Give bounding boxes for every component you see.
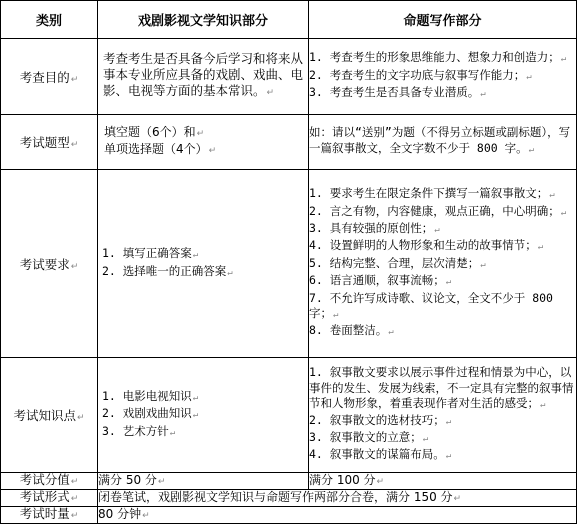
paragraph-mark-icon: ↵: [445, 417, 452, 427]
format-value: 闭卷笔试，戏剧影视文学知识与命题写作两部分合卷，满分 150 分↵: [98, 490, 577, 507]
paragraph-mark-icon: ↵: [142, 511, 150, 521]
requirements-writing-item: 6. 语言通顺，叙事流畅；↵: [309, 273, 452, 288]
types-knowledge: [98, 115, 309, 170]
paragraph-mark-icon: ↵: [227, 267, 233, 278]
paragraph-mark-icon: ↵: [388, 327, 394, 338]
row-requirements: [1, 170, 577, 358]
paragraph-mark-icon: ↵: [560, 54, 567, 65]
paragraph-mark-icon: ↵: [445, 277, 452, 288]
purpose-writing: [309, 39, 577, 115]
paragraph-mark-icon: ↵: [528, 145, 535, 155]
row-purpose: [1, 39, 577, 115]
paragraph-mark-icon: ↵: [376, 477, 385, 487]
score-knowledge: 满分 50 分↵: [98, 473, 309, 490]
paragraph-mark-icon: ↵: [537, 242, 544, 253]
paragraph-mark-icon: ↵: [76, 413, 85, 423]
types-knowledge-line: 单项选择题（4个）↵: [104, 142, 217, 156]
knowledge-points-item: 1. 电影电视知识↵: [102, 388, 199, 403]
paragraph-mark-icon: ↵: [549, 190, 555, 201]
row-format: [1, 490, 577, 507]
paragraph-mark-icon: ↵: [70, 511, 79, 521]
knowledge-points-item: 3. 艺术方针↵: [102, 423, 176, 438]
label-purpose: 考查目的↵: [1, 39, 98, 115]
knowledge-points-writing-item: 3. 叙事散文的立意；↵: [309, 430, 429, 445]
paragraph-mark-icon: ↵: [480, 89, 486, 100]
knowledge-points-writing-item: 2. 叙事散文的选材技巧；↵: [309, 413, 452, 427]
row-knowledge-points: [1, 358, 577, 473]
types-writing: 如：请以“送别”为题（不得另立标题或副标题），写一篇叙事散文，全文字数不少于 800 字。↵: [309, 115, 577, 170]
header-row: [1, 1, 577, 39]
row-types: [1, 115, 577, 170]
paragraph-mark-icon: ↵: [526, 71, 532, 82]
knowledge-points-writing-item: 1. 叙事散文要求以展示事件过程和情景为中心，以事件的发生、发展为线索，不一定具有完整的叙事情节和人物形象，着重表现作者对生活的感受；↵: [309, 365, 574, 410]
paragraph-mark-icon: ↵: [560, 207, 567, 218]
paragraph-mark-icon: ↵: [208, 146, 217, 156]
purpose-writing-item: 1. 考查考生的形象思维能力、想象力和创造力；↵: [309, 50, 567, 65]
label-score: 考试分值↵: [1, 473, 98, 490]
requirements-knowledge: [98, 170, 309, 358]
paragraph-mark-icon: ↵: [70, 74, 79, 85]
paragraph-mark-icon: ↵: [453, 494, 462, 504]
requirements-knowledge-item: 1. 填写正确答案↵: [102, 245, 199, 260]
paragraph-mark-icon: ↵: [192, 392, 199, 403]
score-writing: 满分 100 分↵: [309, 473, 577, 490]
label-types: 考试题型↵: [1, 115, 98, 170]
label-format: 考试形式↵: [1, 490, 98, 507]
purpose-knowledge: 考查考生是否具备今后学习和将来从事本专业所应具备的戏剧、戏曲、电影、电视等方面的基本常识。↵: [98, 39, 309, 115]
paragraph-mark-icon: ↵: [70, 261, 79, 272]
header-knowledge: 戏剧影视文学知识部分: [98, 1, 309, 39]
label-duration: 考试时量↵: [1, 507, 98, 524]
types-knowledge-line: 填空题（6个）和↵: [104, 124, 205, 139]
paragraph-mark-icon: ↵: [192, 410, 199, 421]
paragraph-mark-icon: ↵: [196, 128, 205, 139]
knowledge-points-writing: [309, 358, 577, 473]
requirements-writing-item: 5. 结构完整、合理，层次清楚；↵: [309, 255, 486, 270]
paragraph-mark-icon: ↵: [480, 259, 486, 270]
requirements-writing-item: 4. 设置鲜明的人物形象和生动的故事情节；↵: [309, 238, 544, 253]
paragraph-mark-icon: ↵: [422, 434, 429, 445]
purpose-writing-item: 2. 考查考生的文字功底与叙事写作能力；↵: [309, 67, 532, 82]
paragraph-mark-icon: ↵: [70, 140, 79, 150]
paragraph-mark-icon: ↵: [70, 494, 79, 504]
duration-value: 80 分钟↵: [98, 507, 577, 524]
requirements-writing: [309, 170, 577, 358]
header-writing: 命题写作部分: [309, 1, 577, 39]
requirements-knowledge-item: 2. 选择唯一的正确答案↵: [102, 263, 233, 278]
requirements-writing-item: 1. 要求考生在限定条件下撰写一篇叙事散文；↵: [309, 186, 555, 201]
row-score: [1, 473, 577, 490]
paragraph-mark-icon: ↵: [70, 477, 79, 487]
paragraph-mark-icon: ↵: [169, 427, 176, 438]
requirements-writing-item: 8. 卷面整洁。↵: [309, 323, 394, 338]
requirements-writing-item: 2. 言之有物，内容健康，观点正确，中心明确；↵: [309, 203, 567, 218]
header-category: 类别: [1, 1, 98, 39]
paragraph-mark-icon: ↵: [434, 224, 440, 235]
paragraph-mark-icon: ↵: [333, 310, 339, 321]
paragraph-mark-icon: ↵: [266, 87, 275, 98]
requirements-writing-item: 3. 具有较强的原创性；↵: [309, 220, 440, 235]
label-requirements: 考试要求↵: [1, 170, 98, 358]
row-duration: [1, 507, 577, 524]
paragraph-mark-icon: ↵: [157, 477, 166, 487]
paragraph-mark-icon: ↵: [445, 451, 452, 462]
paragraph-mark-icon: ↵: [192, 249, 199, 260]
knowledge-points-knowledge: [98, 358, 309, 473]
requirements-writing-item: 7. 不允许写成诗歌、议论文，全文不少于 800 字；↵: [309, 290, 553, 321]
paragraph-mark-icon: ↵: [540, 399, 546, 410]
label-knowledge-points: 考试知识点↵: [1, 358, 98, 473]
knowledge-points-writing-item: 4. 叙事散文的谋篇布局。↵: [309, 447, 452, 462]
knowledge-points-item: 2. 戏剧戏曲知识↵: [102, 406, 199, 421]
purpose-writing-item: 3. 考查考生是否具备专业潜质。↵: [309, 85, 486, 100]
